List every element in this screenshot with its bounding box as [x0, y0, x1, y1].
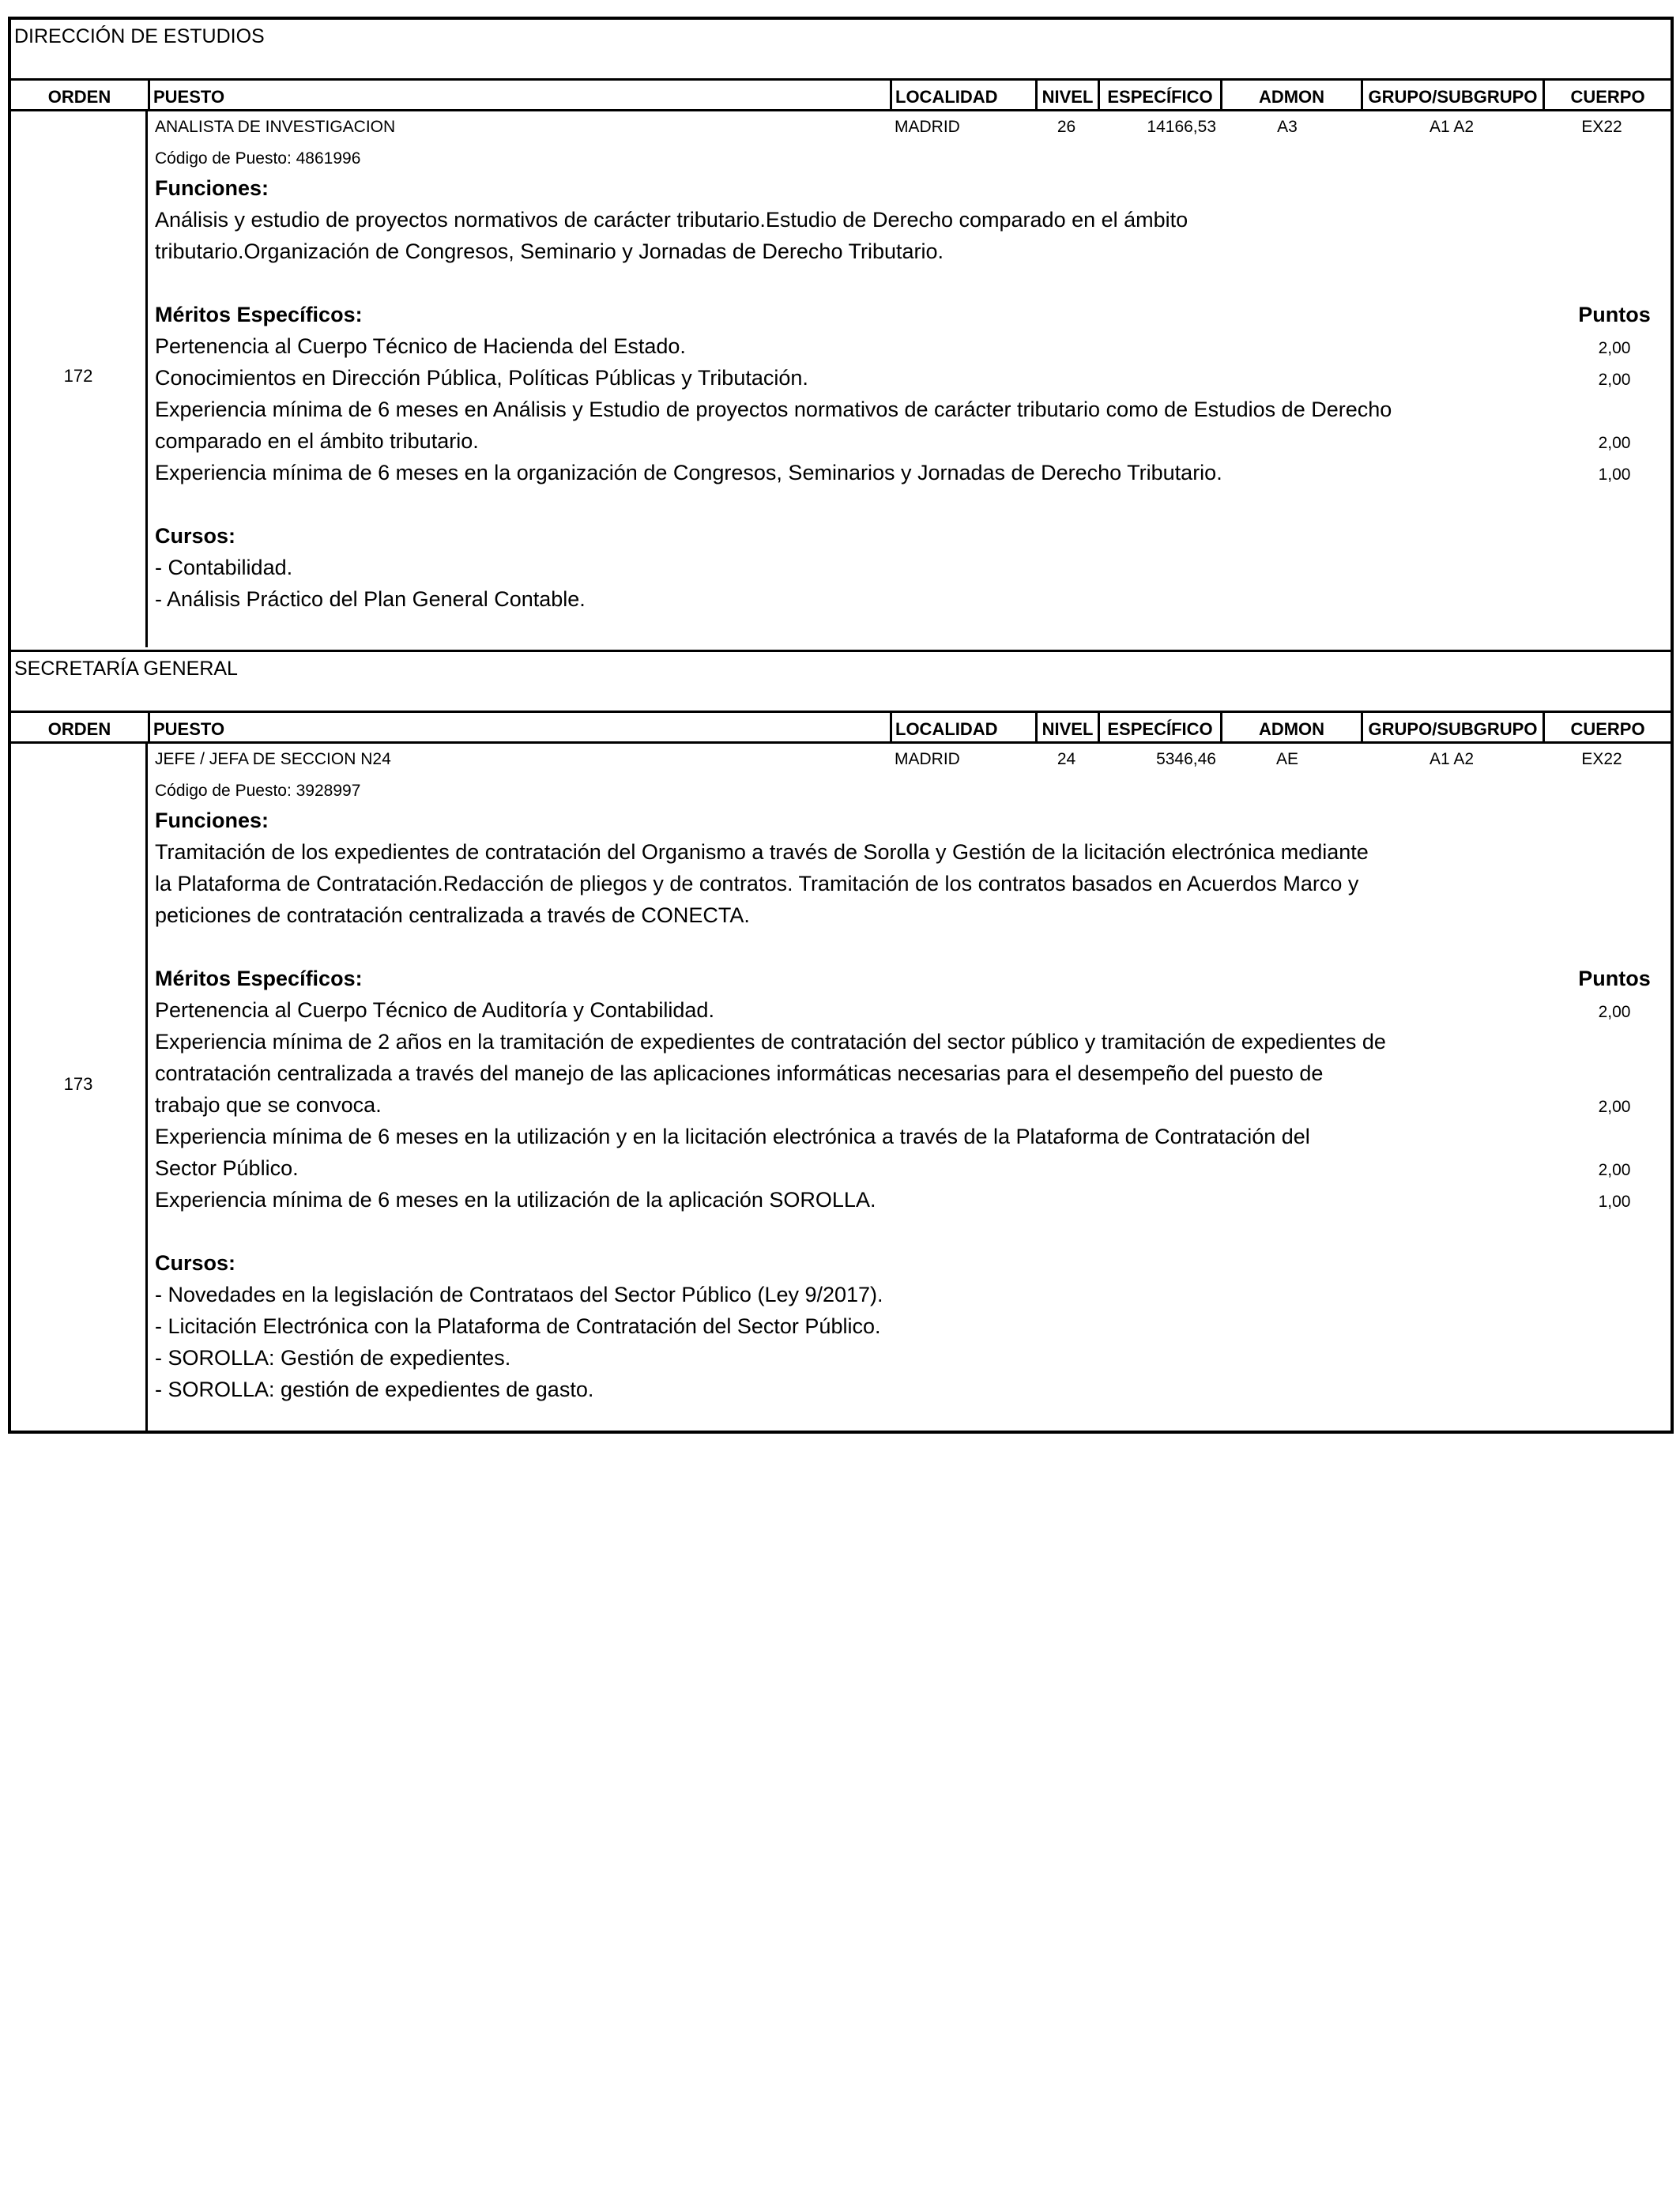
puesto-value: ANALISTA DE INVESTIGACION — [155, 118, 396, 136]
puntos-heading: Puntos — [1578, 967, 1651, 990]
table-header — [11, 713, 1671, 744]
curso-line: - Novedades en la legislación de Contrataos del Sector Público (Ley 9/2017). — [155, 1283, 883, 1306]
merito-line: contratación centralizada a través del manejo de las aplicaciones informáticas necesarias para el desempeño del puesto de — [155, 1061, 1324, 1085]
meritos-heading: Méritos Específicos: — [155, 303, 363, 326]
puntos-value: 1,00 — [1598, 1193, 1631, 1211]
funciones-line: Análisis y estudio de proyectos normativos de carácter tributario.Estudio de Derecho comparado en el ámbito — [155, 208, 1188, 232]
puntos-heading: Puntos — [1578, 303, 1651, 326]
orden-cell — [11, 111, 148, 647]
header-localidad: LOCALIDAD — [890, 81, 1035, 109]
funciones-line: Tramitación de los expedientes de contratación del Organismo a través de Sorolla y Gestión de la licitación electrónica mediante — [155, 840, 1369, 864]
funciones-heading: Funciones: — [155, 809, 269, 832]
header-puesto: PUESTO — [148, 713, 890, 741]
header-nivel: NIVEL — [1035, 81, 1098, 109]
funciones-line: peticiones de contratación centralizada a través de CONECTA. — [155, 903, 750, 927]
funciones-line: tributario.Organización de Congresos, Seminario y Jornadas de Derecho Tributario. — [155, 239, 944, 263]
orden-cell — [11, 744, 148, 1434]
section-direccion-estudios — [11, 20, 1671, 650]
curso-line: - SOROLLA: gestión de expedientes de gasto. — [155, 1378, 594, 1401]
table-header — [11, 81, 1671, 111]
header-especifico: ESPECÍFICO — [1098, 713, 1220, 741]
meritos-heading: Méritos Específicos: — [155, 967, 363, 990]
merito-line: Experiencia mínima de 2 años en la tramitación de expedientes de contratación del sector público y tramitación de expedientes de — [155, 1030, 1386, 1054]
curso-line: - SOROLLA: Gestión de expedientes. — [155, 1346, 511, 1370]
especifico-value: 5346,46 — [1156, 750, 1216, 768]
puntos-value: 2,00 — [1598, 371, 1631, 389]
especifico-value: 14166,53 — [1147, 118, 1216, 136]
header-localidad: LOCALIDAD — [890, 713, 1035, 741]
puntos-value: 2,00 — [1598, 1098, 1631, 1116]
localidad-value: MADRID — [895, 750, 960, 768]
cursos-heading: Cursos: — [155, 1251, 236, 1275]
puesto-value: JEFE / JEFA DE SECCION N24 — [155, 750, 391, 768]
puntos-value: 2,00 — [1598, 434, 1631, 452]
merito-line: Experiencia mínima de 6 meses en Análisis y Estudio de proyectos normativos de carácter tributario como de Estudios de Derecho — [155, 398, 1392, 421]
merito-line: trabajo que se convoca. — [155, 1093, 382, 1117]
cuerpo-value: EX22 — [1581, 118, 1622, 136]
codigo-puesto: Código de Puesto: 3928997 — [155, 782, 361, 800]
grupo-value: A1 A2 — [1429, 118, 1475, 136]
merito-line: Experiencia mínima de 6 meses en la utilización y en la licitación electrónica a través de la Plataforma de Contratación del — [155, 1125, 1310, 1148]
orden-value: 173 — [63, 1073, 93, 1094]
header-cuerpo: CUERPO — [1543, 713, 1671, 741]
merito-line: comparado en el ámbito tributario. — [155, 429, 479, 453]
curso-line: - Contabilidad. — [155, 556, 293, 579]
puntos-value: 2,00 — [1598, 1161, 1631, 1179]
codigo-puesto: Código de Puesto: 4861996 — [155, 149, 361, 168]
header-grupo: GRUPO/SUBGRUPO — [1361, 81, 1543, 109]
admon-value: A3 — [1277, 118, 1298, 136]
nivel-value: 24 — [1057, 750, 1076, 768]
curso-line: - Análisis Práctico del Plan General Contable. — [155, 587, 586, 611]
header-orden: ORDEN — [47, 719, 111, 739]
grupo-value: A1 A2 — [1429, 750, 1475, 768]
header-cuerpo: CUERPO — [1543, 81, 1671, 109]
merito-line: Sector Público. — [155, 1156, 299, 1180]
header-grupo: GRUPO/SUBGRUPO — [1361, 713, 1543, 741]
job-entry — [11, 111, 1671, 647]
merito-line: Experiencia mínima de 6 meses en la organización de Congresos, Seminarios y Jornadas de Derecho Tributario. — [155, 461, 1222, 484]
merito-line: Pertenencia al Cuerpo Técnico de Hacienda del Estado. — [155, 334, 686, 358]
funciones-heading: Funciones: — [155, 176, 269, 200]
orden-value: 172 — [63, 366, 93, 386]
document-table — [8, 17, 1674, 1434]
localidad-value: MADRID — [895, 118, 960, 136]
section-secretaria-general — [11, 650, 1671, 1436]
merito-line: Pertenencia al Cuerpo Técnico de Auditoría y Contabilidad. — [155, 998, 714, 1022]
nivel-value: 26 — [1057, 118, 1076, 136]
header-puesto: PUESTO — [148, 81, 890, 109]
cursos-heading: Cursos: — [155, 524, 236, 548]
puntos-value: 1,00 — [1598, 466, 1631, 484]
section-title: DIRECCIÓN DE ESTUDIOS — [11, 20, 1671, 81]
header-orden: ORDEN — [47, 87, 111, 107]
puntos-value: 2,00 — [1598, 339, 1631, 357]
admon-value: AE — [1275, 750, 1298, 768]
merito-line: Conocimientos en Dirección Pública, Políticas Públicas y Tributación. — [155, 366, 808, 390]
curso-line: - Licitación Electrónica con la Plataforma de Contratación del Sector Público. — [155, 1314, 881, 1338]
header-nivel: NIVEL — [1035, 713, 1098, 741]
funciones-line: la Plataforma de Contratación.Redacción de pliegos y de contratos. Tramitación de los contratos basados en Acuerdos Marco y — [155, 872, 1359, 895]
puntos-value: 2,00 — [1598, 1003, 1631, 1021]
merito-line: Experiencia mínima de 6 meses en la utilización de la aplicación SOROLLA. — [155, 1188, 876, 1212]
section-title: SECRETARÍA GENERAL — [11, 652, 1671, 713]
job-entry — [11, 744, 1671, 1434]
header-admon: ADMON — [1220, 81, 1361, 109]
header-especifico: ESPECÍFICO — [1098, 81, 1220, 109]
header-admon: ADMON — [1220, 713, 1361, 741]
cuerpo-value: EX22 — [1581, 750, 1622, 768]
